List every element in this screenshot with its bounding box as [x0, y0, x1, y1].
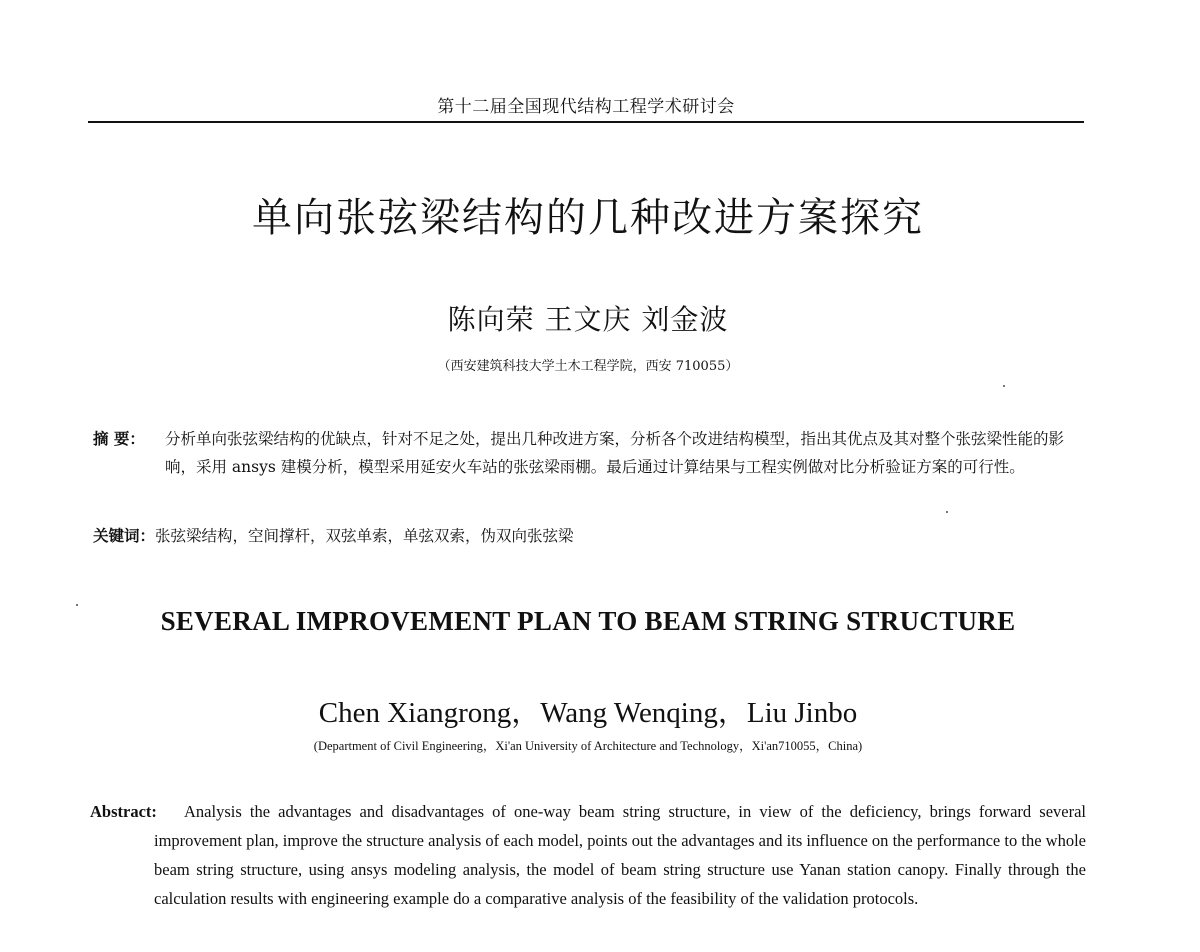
abstract-en	[90, 797, 1086, 913]
affiliation-cn: （西安建筑科技大学土木工程学院，西安 710055）	[437, 359, 739, 374]
affiliation-en: (Department of Civil Engineering，Xi'an University of Architecture and Technology，Xi'an710055，China)	[313, 739, 863, 753]
keywords-cn-label: 关键词：	[93, 526, 156, 545]
abstract-cn-label: 摘 要：	[93, 429, 145, 448]
running-header: 第十二届全国现代结构工程学术研讨会	[437, 97, 735, 117]
paper-title-en: SEVERAL IMPROVEMENT PLAN TO BEAM STRING STRUCTURE	[160, 606, 1016, 636]
keywords-cn	[93, 524, 1088, 546]
abstract-cn-text: 分析单向张弦梁结构的优缺点，针对不足之处，提出几种改进方案，分析各个改进结构模型，指出其优点及其对整个张弦梁性能的影响，采用 ansys 建模分析，模型采用延安火车站的张弦梁雨棚。最后通过计算结果与工程实例做对比分析验证方案的可行性。	[165, 430, 1065, 476]
header-rule	[88, 121, 1084, 123]
paper-title-cn: 单向张弦梁结构的几种改进方案探究	[252, 195, 924, 241]
abstract-en-label: Abstract:	[90, 802, 157, 821]
scan-speck	[946, 511, 948, 513]
scan-speck	[76, 604, 78, 606]
scan-speck	[1003, 385, 1005, 387]
abstract-cn	[93, 425, 1088, 481]
abstract-en-text: Analysis the advantages and disadvantages of one-way beam string structure, in view of the deficiency, brings forward several improvement plan, improve the structure analysis of each model, points out the advantages and its influence on the performance to the whole beam string structure, using ansys modeling analysis, the model of beam string structure use Yanan station canopy. Finally through the calculation results with engineering example do a comparative analysis of the feasibility of the validation protocols.	[154, 802, 1086, 908]
authors-en: Chen Xiangrong，Wang Wenqing，Liu Jinbo	[318, 697, 858, 729]
keywords-cn-text: 张弦梁结构，空间撑杆，双弦单索，单弦双索，伪双向张弦梁	[155, 527, 574, 545]
authors-cn: 陈向荣 王文庆 刘金波	[447, 303, 729, 336]
